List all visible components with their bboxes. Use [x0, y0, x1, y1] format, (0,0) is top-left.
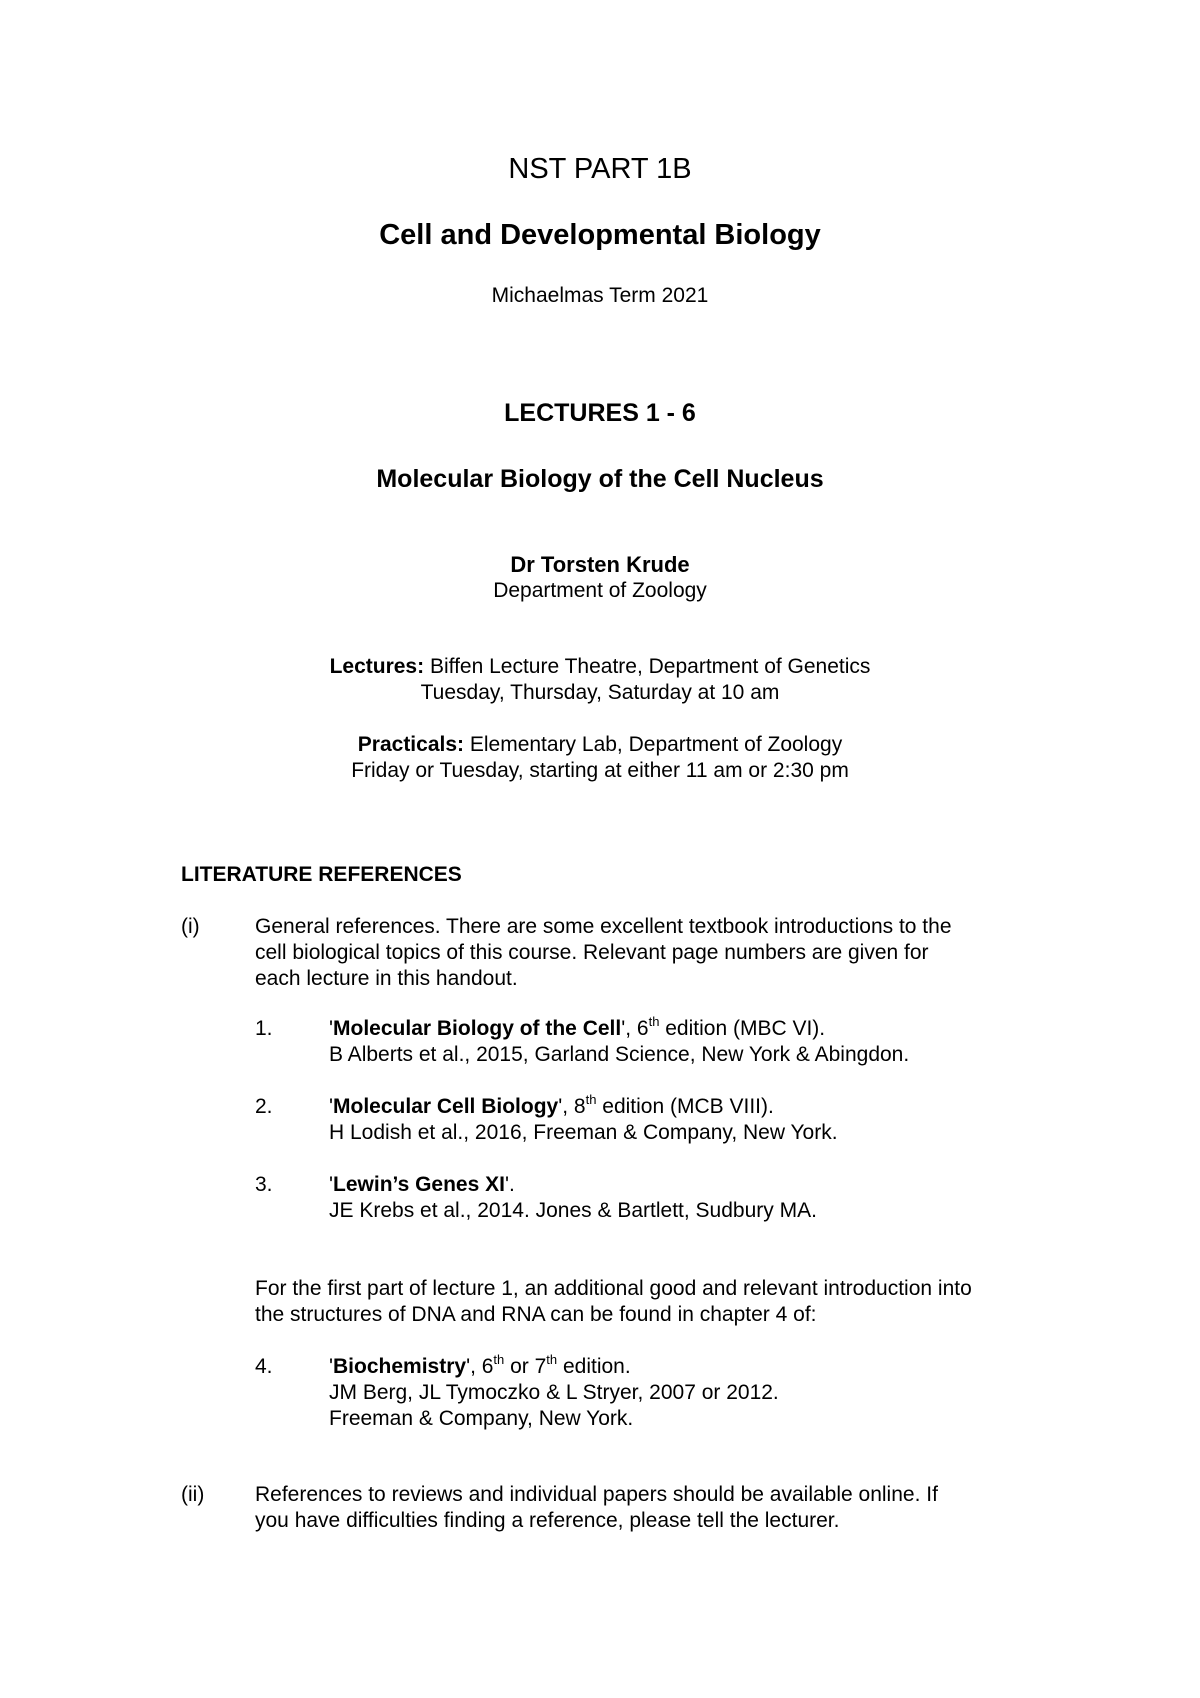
ref-title: Lewin’s Genes XI [333, 1173, 505, 1196]
ref-title-line: 'Biochemistry', 6th or 7th edition. [329, 1352, 631, 1378]
ref-citation: JE Krebs et al., 2014. Jones & Bartlett, Sudbury MA. [329, 1199, 817, 1222]
ref-citation: JM Berg, JL Tymoczko & L Stryer, 2007 or 2012. [329, 1381, 779, 1404]
ref-citation: B Alberts et al., 2015, Garland Science, New York & Abingdon. [329, 1043, 910, 1066]
section-i-marker: (i) [181, 915, 200, 938]
practicals-label: Practicals: [357, 733, 465, 756]
lectures-time: Tuesday, Thursday, Saturday at 10 am [420, 681, 780, 704]
ref-title-line: 'Molecular Biology of the Cell', 6th edition (MBC VI). [329, 1014, 826, 1040]
section-i-line: General references. There are some excellent textbook introductions to the [255, 915, 952, 938]
lectures-label: Lectures: [329, 655, 425, 678]
section-ii-line: you have difficulties finding a reference, please tell the lecturer. [255, 1509, 840, 1532]
ref-publisher: Freeman & Company, New York. [329, 1407, 634, 1430]
section-i-line: cell biological topics of this course. Relevant page numbers are given for [255, 941, 929, 964]
practicals-venue: Elementary Lab, Department of Zoology [464, 733, 843, 756]
lectures-venue: Biffen Lecture Theatre, Department of Genetics [424, 655, 871, 678]
lecturer-department: Department of Zoology [493, 579, 707, 602]
ref-title: Molecular Cell Biology [333, 1095, 559, 1118]
lectures-venue-line [0, 654, 1200, 680]
ref-number: 3. [255, 1173, 273, 1196]
intro-line: the structures of DNA and RNA can be found in chapter 4 of: [255, 1303, 817, 1326]
course-code: NST PART 1B [508, 153, 692, 185]
ref-number: 4. [255, 1355, 273, 1378]
section-i-line: each lecture in this handout. [255, 967, 518, 990]
ref-title-line: 'Lewin’s Genes XI'. [329, 1173, 515, 1196]
lectures-title: LECTURES 1 - 6 [504, 399, 696, 427]
subject-title: Cell and Developmental Biology [379, 219, 821, 251]
practicals-venue-line [0, 732, 1200, 758]
practicals-time: Friday or Tuesday, starting at either 11 am or 2:30 pm [351, 759, 849, 782]
term-label: Michaelmas Term 2021 [491, 284, 709, 307]
ref-number: 1. [255, 1017, 273, 1040]
ref-number: 2. [255, 1095, 273, 1118]
section-ii-line: References to reviews and individual papers should be available online. If [255, 1483, 938, 1506]
lecturer-name: Dr Torsten Krude [510, 552, 690, 577]
intro-line: For the first part of lecture 1, an additional good and relevant introduction into [255, 1277, 972, 1300]
ref-title: Biochemistry [333, 1355, 467, 1378]
ref-title-line: 'Molecular Cell Biology', 8th edition (MCB VIII). [329, 1092, 774, 1118]
section-ii-marker: (ii) [181, 1483, 205, 1506]
literature-heading: LITERATURE REFERENCES [181, 863, 462, 886]
ref-title: Molecular Biology of the Cell [333, 1017, 622, 1040]
topic-title: Molecular Biology of the Cell Nucleus [376, 465, 824, 493]
ref-citation: H Lodish et al., 2016, Freeman & Company, New York. [329, 1121, 838, 1144]
